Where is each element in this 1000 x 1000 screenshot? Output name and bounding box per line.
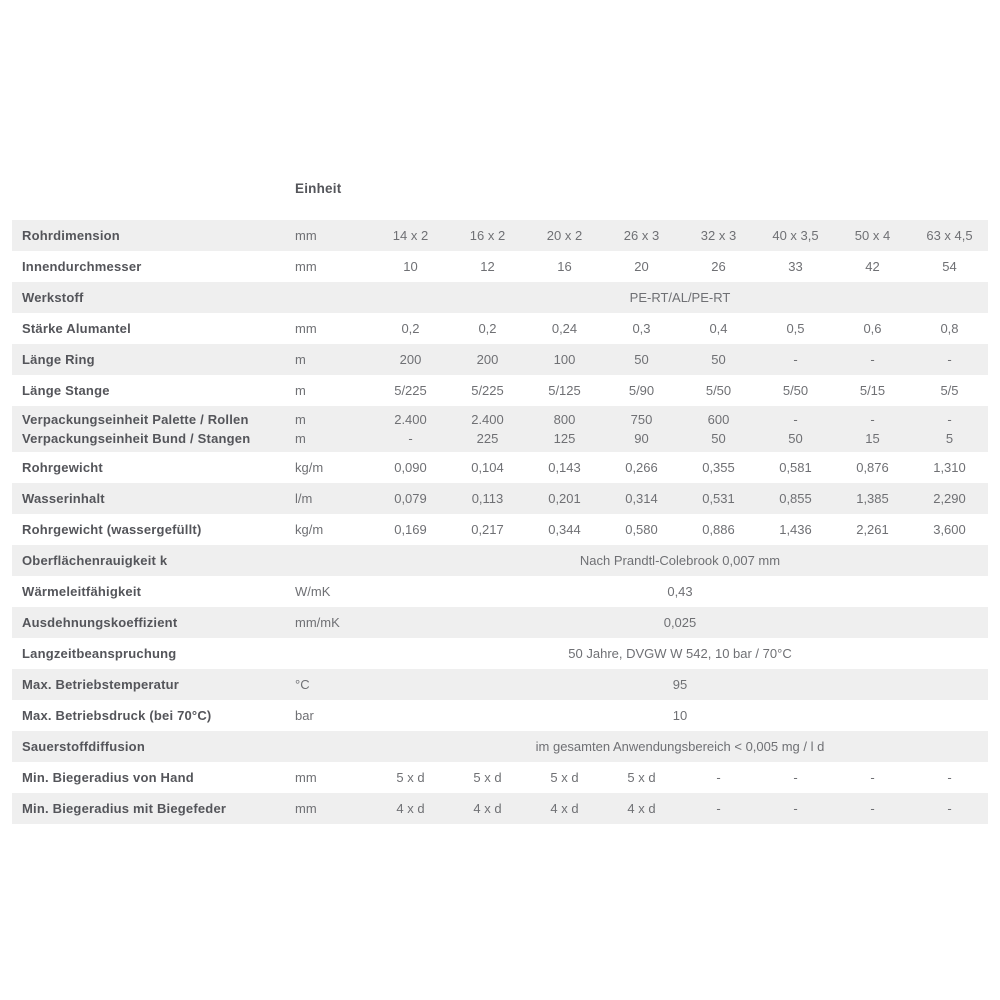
cell-value: 4 x d [627, 801, 656, 816]
cell-value: 0,24 [551, 321, 578, 336]
cell-value: 2,290 [933, 491, 966, 506]
cell-value: 5 x d [550, 770, 579, 785]
cell-value: - 50 [788, 412, 803, 446]
cell-value: 20 [634, 259, 649, 274]
row-label: Verpackungseinheit Palette / Rollen Verpackungseinheit Bund / Stangen [22, 412, 251, 446]
cell-value: 50 x 4 [854, 228, 891, 243]
row-unit: m [295, 352, 306, 367]
spec-table [12, 220, 988, 824]
table-row [12, 282, 988, 313]
cell-value: 600 50 [707, 412, 730, 446]
table-row [12, 762, 988, 793]
table-row [12, 669, 988, 700]
cell-value: 5 x d [473, 770, 502, 785]
unit-column-header: Einheit [295, 181, 342, 196]
table-row [12, 576, 988, 607]
cell-value: 0,104 [471, 460, 504, 475]
row-label: Langzeitbeanspruchung [22, 646, 177, 661]
row-unit: kg/m [295, 460, 324, 475]
row-label: Wasserinhalt [22, 491, 105, 506]
row-label: Rohrgewicht [22, 460, 103, 475]
table-row [12, 313, 988, 344]
row-unit: W/mK [295, 584, 331, 599]
cell-value: 0,2 [401, 321, 420, 336]
row-unit: mm [295, 770, 317, 785]
row-label: Länge Ring [22, 352, 95, 367]
cell-value: 2.400 225 [471, 412, 504, 446]
row-label: Min. Biegeradius mit Biegefeder [22, 801, 227, 816]
row-unit: mm [295, 259, 317, 274]
cell-value: 0,5 [786, 321, 805, 336]
table-row [12, 344, 988, 375]
table-row [12, 220, 988, 251]
cell-value: 0,355 [702, 460, 735, 475]
cell-value: 12 [480, 259, 495, 274]
cell-value: - 15 [865, 412, 880, 446]
cell-value: 16 x 2 [469, 228, 506, 243]
cell-value: 0,079 [394, 491, 427, 506]
cell-value: 63 x 4,5 [926, 228, 973, 243]
row-unit: l/m [295, 491, 313, 506]
span-value: 0,025 [663, 615, 697, 630]
cell-value: 0,855 [779, 491, 812, 506]
cell-value: - [947, 801, 952, 816]
row-unit [295, 545, 372, 576]
cell-value: 0,344 [548, 522, 581, 537]
cell-value: 5/90 [628, 383, 655, 398]
cell-value: 4 x d [550, 801, 579, 816]
row-unit: mm [295, 801, 317, 816]
span-value: Nach Prandtl-Colebrook 0,007 mm [579, 553, 781, 568]
spec-table-body [12, 220, 988, 824]
cell-value: 0,201 [548, 491, 581, 506]
cell-value: 32 x 3 [700, 228, 737, 243]
table-row [12, 793, 988, 824]
cell-value: 1,436 [779, 522, 812, 537]
row-label: Ausdehnungskoeffizient [22, 615, 178, 630]
cell-value: 0,090 [394, 460, 427, 475]
cell-value: 2.400 - [394, 412, 427, 446]
row-unit: °C [295, 677, 310, 692]
cell-value: 0,886 [702, 522, 735, 537]
row-unit: kg/m [295, 522, 324, 537]
row-unit: m [295, 383, 306, 398]
cell-value: 4 x d [473, 801, 502, 816]
cell-value: - [793, 801, 798, 816]
cell-value: 0,169 [394, 522, 427, 537]
span-value: 95 [672, 677, 688, 692]
span-value: 50 Jahre, DVGW W 542, 10 bar / 70°C [568, 646, 792, 661]
cell-value: 20 x 2 [546, 228, 583, 243]
cell-value: 0,580 [625, 522, 658, 537]
cell-value: 0,531 [702, 491, 735, 506]
cell-value: 0,3 [632, 321, 651, 336]
cell-value: 14 x 2 [392, 228, 429, 243]
cell-value: 5/225 [394, 383, 427, 398]
table-row [12, 251, 988, 282]
row-label: Max. Betriebsdruck (bei 70°C) [22, 708, 212, 723]
cell-value: 0,2 [478, 321, 497, 336]
cell-value: 50 [711, 352, 726, 367]
row-unit: bar [295, 708, 314, 723]
cell-value: 0,6 [863, 321, 882, 336]
cell-value: 5 x d [396, 770, 425, 785]
cell-value: 40 x 3,5 [772, 228, 819, 243]
table-row [12, 483, 988, 514]
row-label: Stärke Alumantel [22, 321, 131, 336]
cell-value: - [793, 352, 798, 367]
table-row [12, 375, 988, 406]
cell-value: 42 [865, 259, 880, 274]
cell-value: 33 [788, 259, 803, 274]
row-label: Länge Stange [22, 383, 110, 398]
table-row [12, 514, 988, 545]
row-label: Rohrdimension [22, 228, 120, 243]
row-label: Oberflächenrauigkeit k [22, 553, 168, 568]
row-label: Innendurchmesser [22, 259, 142, 274]
cell-value: 0,4 [709, 321, 728, 336]
row-unit [295, 731, 372, 762]
cell-value: 5/50 [782, 383, 809, 398]
cell-value: 800 125 [553, 412, 576, 446]
row-label: Rohrgewicht (wassergefüllt) [22, 522, 202, 537]
cell-value: 0,8 [940, 321, 959, 336]
cell-value: 3,600 [933, 522, 966, 537]
table-row [12, 607, 988, 638]
cell-value: 200 [399, 352, 422, 367]
span-value: im gesamten Anwendungsbereich < 0,005 mg / l d [535, 739, 825, 754]
row-unit: mm [295, 228, 317, 243]
span-value: 0,43 [667, 584, 693, 599]
cell-value: - [716, 801, 721, 816]
cell-value: 10 [403, 259, 418, 274]
row-label: Werkstoff [22, 290, 84, 305]
span-value: 10 [672, 708, 688, 723]
cell-value: 5/225 [471, 383, 504, 398]
cell-value: 5/125 [548, 383, 581, 398]
cell-value: 26 [711, 259, 726, 274]
table-row [12, 700, 988, 731]
cell-value: 0,143 [548, 460, 581, 475]
table-row [12, 731, 988, 762]
cell-value: 5/50 [705, 383, 732, 398]
cell-value: 0,266 [625, 460, 658, 475]
cell-value: 0,314 [625, 491, 658, 506]
table-row [12, 638, 988, 669]
cell-value: - [870, 352, 875, 367]
cell-value: 100 [553, 352, 576, 367]
cell-value: - [870, 801, 875, 816]
row-unit: m m [295, 412, 306, 446]
cell-value: 26 x 3 [623, 228, 660, 243]
cell-value: - [947, 770, 952, 785]
row-unit [295, 638, 372, 669]
cell-value: 0,217 [471, 522, 504, 537]
row-unit: mm/mK [295, 615, 340, 630]
cell-value: - 5 [945, 412, 954, 446]
row-unit: mm [295, 321, 317, 336]
row-label: Max. Betriebstemperatur [22, 677, 180, 692]
row-label: Sauerstoffdiffusion [22, 739, 145, 754]
table-row [12, 545, 988, 576]
cell-value: 200 [476, 352, 499, 367]
cell-value: 16 [557, 259, 572, 274]
cell-value: - [716, 770, 721, 785]
cell-value: 5/15 [859, 383, 886, 398]
cell-value: 50 [634, 352, 649, 367]
cell-value: 0,581 [779, 460, 812, 475]
cell-value: 5/5 [940, 383, 959, 398]
table-row [12, 406, 988, 452]
cell-value: - [947, 352, 952, 367]
table-row [12, 452, 988, 483]
cell-value: - [793, 770, 798, 785]
cell-value: 1,310 [933, 460, 966, 475]
cell-value: 54 [942, 259, 957, 274]
cell-value: 1,385 [856, 491, 889, 506]
row-label: Min. Biegeradius von Hand [22, 770, 194, 785]
cell-value: 0,113 [471, 491, 504, 506]
cell-value: 0,876 [856, 460, 889, 475]
row-label: Wärmeleitfähigkeit [22, 584, 142, 599]
row-unit [295, 282, 372, 313]
span-value: PE-RT/AL/PE-RT [629, 290, 731, 305]
cell-value: 750 90 [630, 412, 653, 446]
cell-value: 4 x d [396, 801, 425, 816]
cell-value: 5 x d [627, 770, 656, 785]
cell-value: - [870, 770, 875, 785]
cell-value: 2,261 [856, 522, 889, 537]
